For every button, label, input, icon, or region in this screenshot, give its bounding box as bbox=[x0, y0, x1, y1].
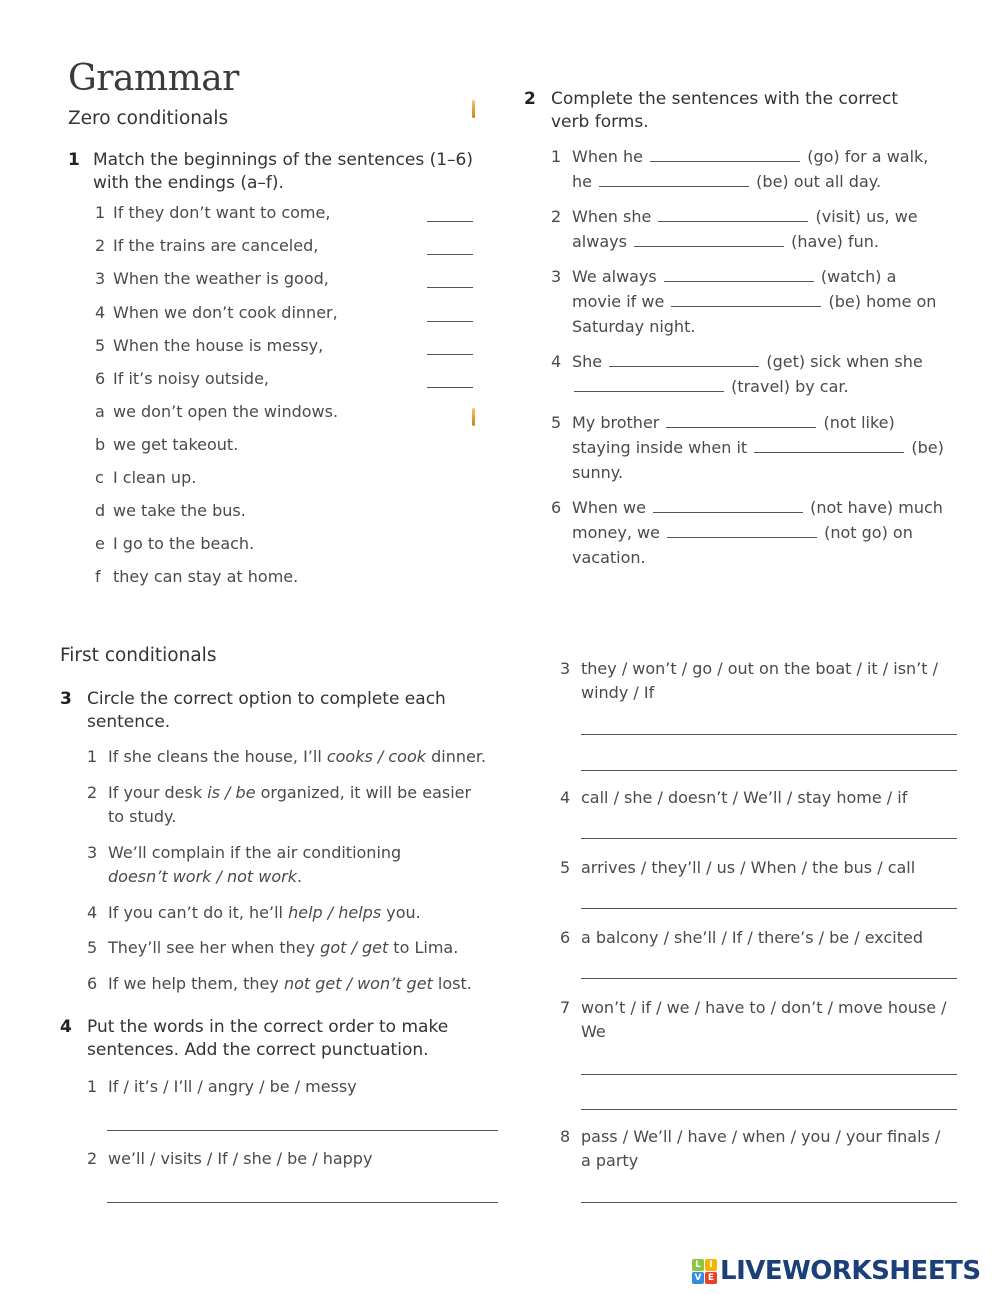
logo-tile: L bbox=[692, 1259, 704, 1271]
ex2-item-line bbox=[572, 462, 623, 484]
text: My brother bbox=[572, 413, 665, 432]
text: (travel) by car. bbox=[726, 377, 849, 396]
text: vacation. bbox=[572, 548, 646, 567]
instruction-line: sentences. Add the correct punctuation. bbox=[87, 1040, 429, 1060]
answer-blank[interactable] bbox=[666, 413, 816, 428]
instruction-line: Complete the sentences with the correct bbox=[551, 89, 898, 109]
beginning-number: 2 bbox=[95, 236, 106, 256]
text: a party bbox=[581, 1151, 639, 1170]
beginning-text: When the weather is good, bbox=[113, 269, 329, 289]
logo-text: LIVEWORKSHEETS bbox=[720, 1256, 981, 1286]
ex4-item-line bbox=[581, 1126, 940, 1148]
text: sunny. bbox=[572, 463, 624, 482]
option-choice[interactable]: is / be bbox=[207, 783, 256, 802]
answer-line[interactable] bbox=[581, 978, 957, 979]
match-answer-line[interactable] bbox=[427, 354, 473, 355]
text: won’t / if / we / have to / don’t / move house / bbox=[581, 998, 947, 1017]
instruction-line: Match the beginnings of the sentences (1–6) bbox=[93, 150, 473, 170]
text: they / won’t / go / out on the boat / it / isn’t / bbox=[581, 659, 939, 678]
beginning-number: 6 bbox=[95, 369, 106, 388]
exercise-2-instruction bbox=[551, 88, 898, 134]
ex2-item-line bbox=[572, 266, 896, 288]
ex3-item-line bbox=[108, 973, 472, 995]
text: (be) bbox=[906, 438, 944, 457]
ex2-item-line bbox=[572, 231, 879, 253]
text: Saturday night. bbox=[572, 317, 696, 336]
instruction-line: with the endings (a–f). bbox=[93, 173, 284, 193]
answer-line[interactable] bbox=[581, 838, 957, 839]
exercise-3-number: 3 bbox=[60, 689, 72, 709]
exercise-3-instruction bbox=[87, 688, 446, 734]
text: we’ll / visits / If / she / be / happy bbox=[108, 1149, 373, 1168]
ex2-item-line bbox=[572, 291, 936, 313]
text: When she bbox=[572, 207, 657, 226]
ex2-item-line bbox=[572, 437, 944, 459]
option-choice[interactable]: cooks / cook bbox=[326, 747, 427, 766]
text: If your desk bbox=[108, 783, 208, 802]
answer-line[interactable] bbox=[107, 1202, 498, 1203]
ex4-item-number: 1 bbox=[87, 1077, 98, 1096]
text: a balcony / she’ll / If / there’s / be / excited bbox=[581, 928, 923, 947]
ex2-item-number: 2 bbox=[551, 207, 562, 226]
answer-line[interactable] bbox=[581, 1202, 957, 1203]
ex3-item-number: 5 bbox=[87, 938, 98, 957]
instruction-line: Put the words in the correct order to make bbox=[87, 1017, 449, 1037]
ending-text: we take the bus. bbox=[113, 501, 246, 520]
ex3-item-line bbox=[108, 842, 401, 864]
text: (not like) bbox=[818, 413, 895, 432]
section-heading-zero-conditionals: Zero conditionals bbox=[68, 108, 229, 129]
ex2-item-number: 1 bbox=[551, 147, 562, 166]
text: When we bbox=[572, 498, 652, 517]
ex3-item-number: 4 bbox=[87, 903, 98, 922]
answer-blank[interactable] bbox=[599, 172, 749, 187]
text: staying inside when it bbox=[572, 438, 753, 457]
ex3-item-line bbox=[108, 806, 176, 828]
text: pass / We’ll / have / when / you / your finals / bbox=[581, 1127, 941, 1146]
text: dinner. bbox=[426, 747, 487, 766]
ex2-item-line bbox=[572, 206, 918, 228]
ex2-item-line bbox=[572, 376, 849, 398]
instruction-line: verb forms. bbox=[551, 112, 649, 132]
text: you. bbox=[381, 903, 421, 922]
section-heading-first-conditionals: First conditionals bbox=[60, 645, 217, 666]
instruction-line: sentence. bbox=[87, 712, 171, 732]
answer-line[interactable] bbox=[581, 908, 957, 909]
ex4-item-number: 4 bbox=[560, 788, 571, 807]
answer-line[interactable] bbox=[581, 1109, 957, 1110]
beginning-text: If the trains are canceled, bbox=[113, 236, 319, 256]
answer-line[interactable] bbox=[581, 770, 957, 771]
beginning-text: If it’s noisy outside, bbox=[113, 369, 269, 388]
beginning-text: If they don’t want to come, bbox=[113, 203, 331, 222]
option-choice[interactable]: not get / won’t get bbox=[283, 974, 433, 993]
ex2-item-line bbox=[572, 497, 943, 519]
answer-line[interactable] bbox=[107, 1130, 498, 1131]
ending-text: we get takeout. bbox=[113, 435, 239, 454]
text: lost. bbox=[432, 974, 472, 993]
ex4-item-number: 3 bbox=[560, 659, 571, 678]
exercise-2-number: 2 bbox=[524, 89, 536, 109]
text: She bbox=[572, 352, 608, 371]
ex4-item-number: 2 bbox=[87, 1149, 98, 1168]
ex2-item-number: 5 bbox=[551, 413, 562, 432]
ex3-item-number: 3 bbox=[87, 843, 98, 862]
answer-line[interactable] bbox=[581, 734, 957, 735]
page-title: Grammar bbox=[68, 58, 239, 99]
text: We’ll complain if the air conditioning bbox=[108, 843, 402, 862]
answer-blank[interactable] bbox=[658, 207, 808, 222]
text: call / she / doesn’t / We’ll / stay home / if bbox=[581, 788, 908, 807]
text: to study. bbox=[108, 807, 177, 826]
text: (have) fun. bbox=[786, 232, 879, 251]
instruction-line: Circle the correct option to complete each bbox=[87, 689, 446, 709]
ex2-item-line bbox=[572, 351, 923, 373]
beginning-text: When the house is messy, bbox=[113, 335, 324, 355]
ex4-item-number: 6 bbox=[560, 928, 571, 947]
ex4-item-line bbox=[581, 1021, 606, 1043]
ex2-item-line bbox=[572, 522, 913, 544]
ex4-item-line bbox=[581, 787, 907, 809]
liveworksheets-logo bbox=[692, 1256, 981, 1286]
text: We bbox=[581, 1022, 606, 1041]
match-answer-line[interactable] bbox=[427, 254, 473, 255]
ex2-item-line bbox=[572, 316, 695, 338]
ex2-item-line bbox=[572, 547, 646, 569]
ending-letter: f bbox=[95, 567, 101, 586]
ending-letter: d bbox=[95, 501, 106, 520]
ex2-item-line bbox=[572, 171, 881, 193]
ending-letter: a bbox=[95, 402, 105, 421]
ex4-item-number: 8 bbox=[560, 1127, 571, 1146]
ex4-item-line bbox=[581, 682, 654, 704]
option-choice[interactable]: got / get bbox=[320, 938, 389, 957]
text: (not go) on bbox=[819, 523, 913, 542]
text: (visit) us, we bbox=[810, 207, 918, 226]
text: If you can’t do it, he’ll bbox=[108, 903, 289, 922]
ex3-item-line bbox=[108, 866, 302, 888]
ex4-item-line bbox=[581, 997, 947, 1019]
logo-tile: I bbox=[705, 1259, 717, 1271]
text: organized, it will be easier bbox=[255, 783, 472, 802]
beginning-text: When we don’t cook dinner, bbox=[113, 302, 338, 322]
text: windy / If bbox=[581, 683, 655, 702]
answer-blank[interactable] bbox=[664, 267, 814, 282]
ex4-item-line bbox=[581, 658, 938, 680]
ex4-item-line bbox=[108, 1148, 372, 1170]
decorative-mark bbox=[472, 100, 475, 118]
text: he bbox=[572, 172, 598, 191]
answer-blank[interactable] bbox=[754, 438, 904, 453]
logo-icon bbox=[692, 1259, 717, 1284]
ending-text: I go to the beach. bbox=[113, 534, 255, 553]
answer-blank[interactable] bbox=[667, 523, 817, 538]
ex3-item-line bbox=[108, 902, 421, 924]
beginning-number: 1 bbox=[95, 203, 106, 222]
beginning-number: 5 bbox=[95, 335, 106, 355]
option-choice[interactable]: help / helps bbox=[288, 903, 382, 922]
answer-blank[interactable] bbox=[609, 352, 759, 367]
ex3-item-line bbox=[108, 746, 486, 768]
ex3-item-number: 6 bbox=[87, 974, 98, 993]
ex3-item-number: 2 bbox=[87, 783, 98, 802]
text: When he bbox=[572, 147, 649, 166]
text: movie if we bbox=[572, 292, 670, 311]
option-choice[interactable]: doesn’t work / not work bbox=[108, 867, 297, 886]
text: If she cleans the house, I’ll bbox=[108, 747, 327, 766]
match-answer-line[interactable] bbox=[427, 221, 473, 222]
ex2-item-line bbox=[572, 412, 895, 434]
ex2-item-line bbox=[572, 146, 928, 168]
ending-text: I clean up. bbox=[113, 468, 197, 487]
ex3-item-number: 1 bbox=[87, 747, 98, 766]
text: always bbox=[572, 232, 633, 251]
text: They’ll see her when they bbox=[108, 938, 321, 957]
text: If we help them, they bbox=[108, 974, 284, 993]
text: We always bbox=[572, 267, 662, 286]
ending-text: they can stay at home. bbox=[113, 567, 299, 586]
text: (be) out all day. bbox=[751, 172, 882, 191]
answer-line[interactable] bbox=[581, 1074, 957, 1075]
ex2-item-number: 4 bbox=[551, 352, 562, 371]
text: (go) for a walk, bbox=[802, 147, 929, 166]
match-answer-line[interactable] bbox=[427, 321, 473, 322]
ex4-item-line bbox=[581, 1150, 638, 1172]
ending-text: we don’t open the windows. bbox=[113, 402, 339, 421]
answer-blank[interactable] bbox=[653, 498, 803, 513]
decorative-mark bbox=[472, 408, 475, 426]
text: to Lima. bbox=[388, 938, 459, 957]
text: (be) home on bbox=[823, 292, 937, 311]
match-answer-line[interactable] bbox=[427, 287, 473, 288]
ex4-item-line bbox=[581, 857, 915, 879]
ex2-item-number: 3 bbox=[551, 267, 562, 286]
text: money, we bbox=[572, 523, 666, 542]
ending-letter: b bbox=[95, 435, 106, 454]
text: (get) sick when she bbox=[761, 352, 923, 371]
answer-blank[interactable] bbox=[574, 377, 724, 392]
beginning-number: 3 bbox=[95, 269, 106, 289]
answer-blank[interactable] bbox=[634, 232, 784, 247]
text: arrives / they’ll / us / When / the bus / call bbox=[581, 858, 916, 877]
ex4-item-number: 7 bbox=[560, 998, 571, 1017]
logo-tile: V bbox=[692, 1272, 704, 1284]
beginning-number: 4 bbox=[95, 302, 106, 322]
ex4-item-line bbox=[108, 1076, 357, 1098]
exercise-1-number: 1 bbox=[68, 150, 80, 170]
ending-letter: c bbox=[95, 468, 104, 487]
text: . bbox=[297, 867, 303, 886]
ex4-item-line bbox=[581, 927, 923, 949]
ending-letter: e bbox=[95, 534, 105, 553]
match-answer-line[interactable] bbox=[427, 387, 473, 388]
answer-blank[interactable] bbox=[671, 292, 821, 307]
ex4-item-number: 5 bbox=[560, 858, 571, 877]
logo-tile: E bbox=[705, 1272, 717, 1284]
text: (not have) much bbox=[805, 498, 943, 517]
answer-blank[interactable] bbox=[650, 147, 800, 162]
exercise-4-instruction bbox=[87, 1016, 448, 1062]
ex3-item-line bbox=[108, 937, 458, 959]
exercise-4-number: 4 bbox=[60, 1017, 72, 1037]
ex3-item-line bbox=[108, 782, 471, 804]
text: If / it’s / I’ll / angry / be / messy bbox=[108, 1077, 357, 1096]
exercise-1-instruction bbox=[93, 149, 473, 195]
text: (watch) a bbox=[815, 267, 897, 286]
ex2-item-number: 6 bbox=[551, 498, 562, 517]
